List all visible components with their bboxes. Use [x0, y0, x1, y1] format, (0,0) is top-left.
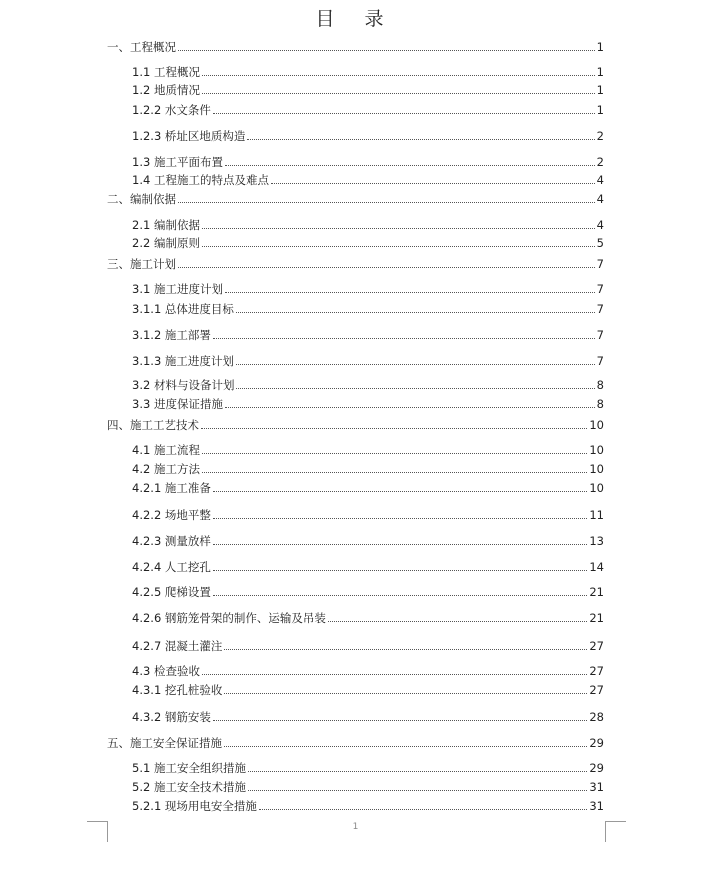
toc-entry-page-number: 5	[596, 236, 604, 250]
toc-entry-page-number: 7	[596, 328, 604, 342]
toc-entry-page-number: 27	[589, 639, 604, 653]
toc-entry-label: 4.1 施工流程	[132, 443, 200, 457]
toc-entry-label: 2.1 编制依据	[132, 218, 200, 232]
toc-entry-page-number: 13	[589, 534, 604, 548]
toc-entry-label: 1.4 工程施工的特点及难点	[132, 173, 269, 187]
toc-entry[interactable]	[132, 681, 604, 697]
toc-entry-page-number: 31	[589, 799, 604, 813]
toc-entry[interactable]	[132, 234, 604, 250]
toc-entry-page-number: 4	[596, 173, 604, 187]
toc-dot-leader	[213, 720, 587, 721]
toc-entry-page-number: 2	[596, 129, 604, 143]
toc-dot-leader	[213, 570, 587, 571]
toc-entry-label: 3.1.3 施工进度计划	[132, 354, 234, 368]
toc-entry-page-number: 10	[589, 418, 604, 432]
toc-entry[interactable]	[132, 395, 604, 411]
toc-entry[interactable]	[132, 637, 604, 653]
toc-entry[interactable]	[107, 416, 604, 432]
toc-entry-page-number: 10	[589, 481, 604, 495]
toc-entry[interactable]	[132, 460, 604, 476]
toc-entry-label: 5.2.1 现场用电安全措施	[132, 799, 257, 813]
toc-entry[interactable]	[132, 662, 604, 678]
toc-entry[interactable]	[132, 352, 604, 368]
toc-entry[interactable]	[132, 300, 604, 316]
toc-entry-label: 4.2.1 施工准备	[132, 481, 211, 495]
toc-entry[interactable]	[132, 479, 604, 495]
toc-entry[interactable]	[107, 255, 604, 271]
toc-entry[interactable]	[132, 153, 604, 169]
toc-entry-page-number: 10	[589, 462, 604, 476]
toc-entry[interactable]	[132, 216, 604, 232]
toc-dot-leader	[328, 621, 587, 622]
toc-dot-leader	[202, 93, 595, 94]
toc-entry[interactable]	[132, 583, 604, 599]
toc-entry-label: 3.1 施工进度计划	[132, 282, 223, 296]
toc-entry[interactable]	[132, 63, 604, 79]
toc-entry[interactable]	[107, 38, 604, 54]
toc-entry-page-number: 31	[589, 780, 604, 794]
toc-entry-page-number: 2	[596, 155, 604, 169]
toc-dot-leader	[213, 544, 587, 545]
toc-entry-label: 2.2 编制原则	[132, 236, 200, 250]
toc-entry-label: 3.1.2 施工部署	[132, 328, 211, 342]
toc-entry-page-number: 10	[589, 443, 604, 457]
toc-entry-page-number: 11	[589, 508, 604, 522]
toc-entry[interactable]	[132, 326, 604, 342]
toc-entry-page-number: 28	[589, 710, 604, 724]
toc-dot-leader	[236, 312, 595, 313]
toc-dot-leader	[236, 364, 595, 365]
toc-entry-page-number: 1	[596, 65, 604, 79]
toc-entry[interactable]	[132, 778, 604, 794]
toc-entry-page-number: 14	[589, 560, 604, 574]
toc-dot-leader	[213, 491, 587, 492]
toc-entry-label: 4.2.7 混凝土灌注	[132, 639, 223, 653]
toc-entry-label: 二、编制依据	[107, 192, 176, 206]
toc-dot-leader	[202, 246, 595, 247]
toc-entry[interactable]	[132, 127, 604, 143]
toc-entry[interactable]	[132, 532, 604, 548]
toc-entry-label: 4.2.2 场地平整	[132, 508, 211, 522]
toc-entry[interactable]	[132, 171, 604, 187]
toc-entry[interactable]	[132, 376, 604, 392]
toc-entry-label: 3.1.1 总体进度目标	[132, 302, 234, 316]
toc-entry-page-number: 8	[596, 378, 604, 392]
toc-entry[interactable]	[132, 609, 604, 625]
toc-entry-page-number: 1	[596, 103, 604, 117]
toc-dot-leader	[236, 388, 594, 389]
toc-dot-leader	[202, 75, 595, 76]
toc-entry[interactable]	[132, 759, 604, 775]
toc-entry-page-number: 7	[596, 354, 604, 368]
toc-entry-page-number: 29	[589, 736, 604, 750]
toc-entry-page-number: 21	[589, 585, 604, 599]
toc-entry-label: 3.2 材料与设备计划	[132, 378, 235, 392]
toc-entry-label: 4.2.6 钢筋笼骨架的制作、运输及吊装	[132, 611, 326, 625]
toc-entry-label: 1.3 施工平面布置	[132, 155, 223, 169]
toc-title: 目 录	[315, 8, 396, 30]
toc-entry-page-number: 7	[596, 282, 604, 296]
toc-dot-leader	[248, 790, 587, 791]
toc-dot-leader	[213, 595, 587, 596]
toc-entry-label: 4.2 施工方法	[132, 462, 200, 476]
toc-dot-leader	[202, 674, 587, 675]
toc-entry-page-number: 7	[596, 302, 604, 316]
toc-entry-label: 一、工程概况	[107, 40, 176, 54]
toc-dot-leader	[248, 771, 587, 772]
toc-dot-leader	[178, 202, 595, 203]
toc-dot-leader	[202, 228, 595, 229]
toc-entry[interactable]	[132, 441, 604, 457]
toc-entry[interactable]	[132, 708, 604, 724]
toc-dot-leader	[178, 267, 595, 268]
toc-dot-leader	[271, 183, 595, 184]
toc-entry-label: 1.2.3 桥址区地质构造	[132, 129, 246, 143]
toc-dot-leader	[224, 693, 587, 694]
page-number: 1	[352, 822, 359, 832]
toc-entry-label: 4.2.5 爬梯设置	[132, 585, 211, 599]
toc-entry-label: 4.3.2 钢筋安装	[132, 710, 211, 724]
toc-entry-label: 4.2.3 测量放样	[132, 534, 211, 548]
toc-entry-page-number: 1	[596, 40, 604, 54]
toc-dot-leader	[202, 453, 587, 454]
toc-entry-page-number: 21	[589, 611, 604, 625]
toc-entry-label: 3.3 进度保证措施	[132, 397, 223, 411]
toc-entry[interactable]	[132, 280, 604, 296]
toc-entry[interactable]	[107, 734, 604, 750]
toc-dot-leader	[178, 50, 595, 51]
toc-entry-label: 三、施工计划	[107, 257, 176, 271]
toc-entry[interactable]	[132, 81, 604, 97]
toc-entry-label: 四、施工工艺技术	[107, 418, 199, 432]
toc-entry[interactable]	[132, 101, 604, 117]
toc-entry-label: 1.2 地质情况	[132, 83, 200, 97]
toc-entry[interactable]	[132, 558, 604, 574]
toc-entry-page-number: 27	[589, 664, 604, 678]
toc-entry-page-number: 1	[596, 83, 604, 97]
toc-entry-label: 五、施工安全保证措施	[107, 736, 222, 750]
toc-entry-label: 4.2.4 人工挖孔	[132, 560, 211, 574]
toc-dot-leader	[224, 649, 587, 650]
toc-dot-leader	[213, 113, 595, 114]
toc-entry-page-number: 4	[596, 218, 604, 232]
toc-entry-label: 5.1 施工安全组织措施	[132, 761, 246, 775]
toc-entry[interactable]	[132, 797, 604, 813]
toc-entry[interactable]	[132, 506, 604, 522]
toc-dot-leader	[225, 407, 595, 408]
toc-entry-label: 5.2 施工安全技术措施	[132, 780, 246, 794]
toc-entry-page-number: 7	[596, 257, 604, 271]
toc-entry-page-number: 27	[589, 683, 604, 697]
toc-entry-label: 1.2.2 水文条件	[132, 103, 211, 117]
toc-entry-label: 4.3 检查验收	[132, 664, 200, 678]
toc-dot-leader	[225, 165, 595, 166]
toc-dot-leader	[202, 472, 587, 473]
toc-entry-label: 4.3.1 挖孔桩验收	[132, 683, 223, 697]
toc-entry-page-number: 8	[596, 397, 604, 411]
toc-dot-leader	[213, 518, 587, 519]
toc-entry-page-number: 4	[596, 192, 604, 206]
toc-dot-leader	[225, 292, 595, 293]
toc-dot-leader	[201, 428, 587, 429]
toc-dot-leader	[247, 139, 594, 140]
toc-dot-leader	[224, 746, 587, 747]
toc-dot-leader	[259, 809, 587, 810]
toc-entry-label: 1.1 工程概况	[132, 65, 200, 79]
toc-entry[interactable]	[107, 190, 604, 206]
toc-entry-page-number: 29	[589, 761, 604, 775]
toc-dot-leader	[213, 338, 595, 339]
